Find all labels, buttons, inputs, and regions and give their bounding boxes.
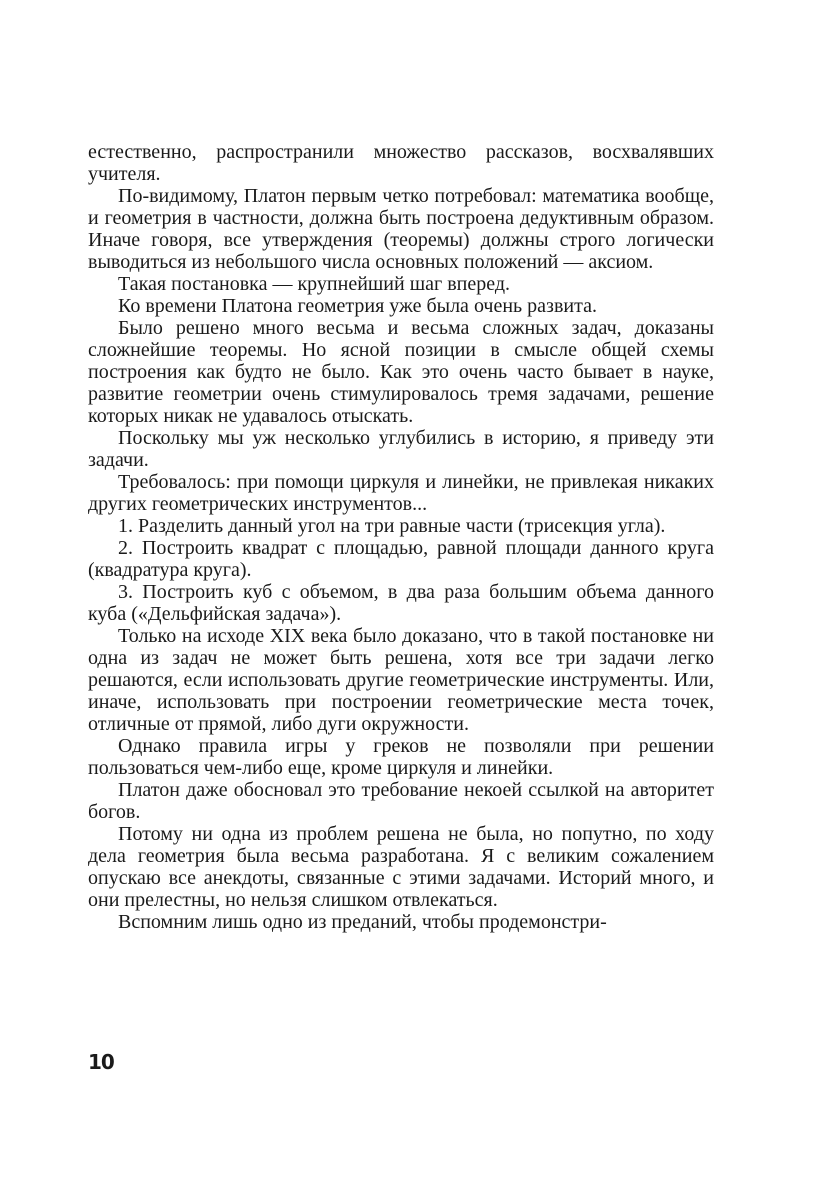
list-item-1: 1. Разделить данный угол на три равные части (трисекция угла). bbox=[118, 515, 666, 537]
paragraph-1: естественно, распространили множество рассказов, восхвалявших учителя. bbox=[88, 141, 714, 185]
paragraph-7: Требовалось: при помощи циркуля и линейки, не привлекая никаких других геометрических инструментов... bbox=[88, 471, 714, 515]
paragraph-11: Потому ни одна из проблем решена не была, но попутно, по ходу дела геометрия была весьма разработана. Я с великим сожалением опускаю все анекдоты, связанные с этими задачами. Историй много, и они прелестны, но нельзя слишком отвлекаться. bbox=[88, 823, 714, 911]
paragraph-8: Только на исходе XIX века было доказано, что в такой постановке ни одна из задач не может быть решена, хотя все три задачи легко решаются, если использовать другие геометрические инструменты. Или, иначе, использовать при построении геометрические места точек, отличные от прямой, либо дуги окружности. bbox=[88, 625, 714, 735]
paragraph-12: Вспомним лишь одно из преданий, чтобы продемонстри- bbox=[118, 911, 607, 933]
paragraph-10: Платон даже обосновал это требование некоей ссылкой на авторитет богов. bbox=[88, 779, 714, 823]
list-item-2: 2. Построить квадрат с площадью, равной площади данного круга (квадратура круга). bbox=[88, 537, 714, 581]
paragraph-9: Однако правила игры у греков не позволяли при решении пользоваться чем-либо еще, кроме циркуля и линейки. bbox=[88, 735, 714, 779]
list-item-3: 3. Построить куб с объемом, в два раза большим объема данного куба («Дельфийская задача»). bbox=[88, 581, 714, 625]
paragraph-4: Ко времени Платона геометрия уже была очень развита. bbox=[118, 295, 597, 317]
paragraph-6: Поскольку мы уж несколько углубились в историю, я приведу эти задачи. bbox=[88, 427, 714, 471]
page-number: 10 bbox=[88, 1050, 114, 1074]
body-text bbox=[88, 141, 714, 933]
paragraph-5: Было решено много весьма и весьма сложных задач, доказаны сложнейшие теоремы. Но ясной позиции в смысле общей схемы построения как будто не было. Как это очень часто бывает в науке, развитие геометрии очень стимулировалось тремя задачами, решение которых никак не удавалось отыскать. bbox=[88, 317, 714, 427]
paragraph-2: По-видимому, Платон первым четко потребовал: математика вообще, и геометрия в частности, должна быть построена дедуктивным образом. Иначе говоря, все утверждения (теоремы) должны строго логически выводиться из небольшого числа основных положений — аксиом. bbox=[88, 185, 714, 273]
paragraph-3: Такая постановка — крупнейший шаг вперед. bbox=[118, 273, 511, 295]
